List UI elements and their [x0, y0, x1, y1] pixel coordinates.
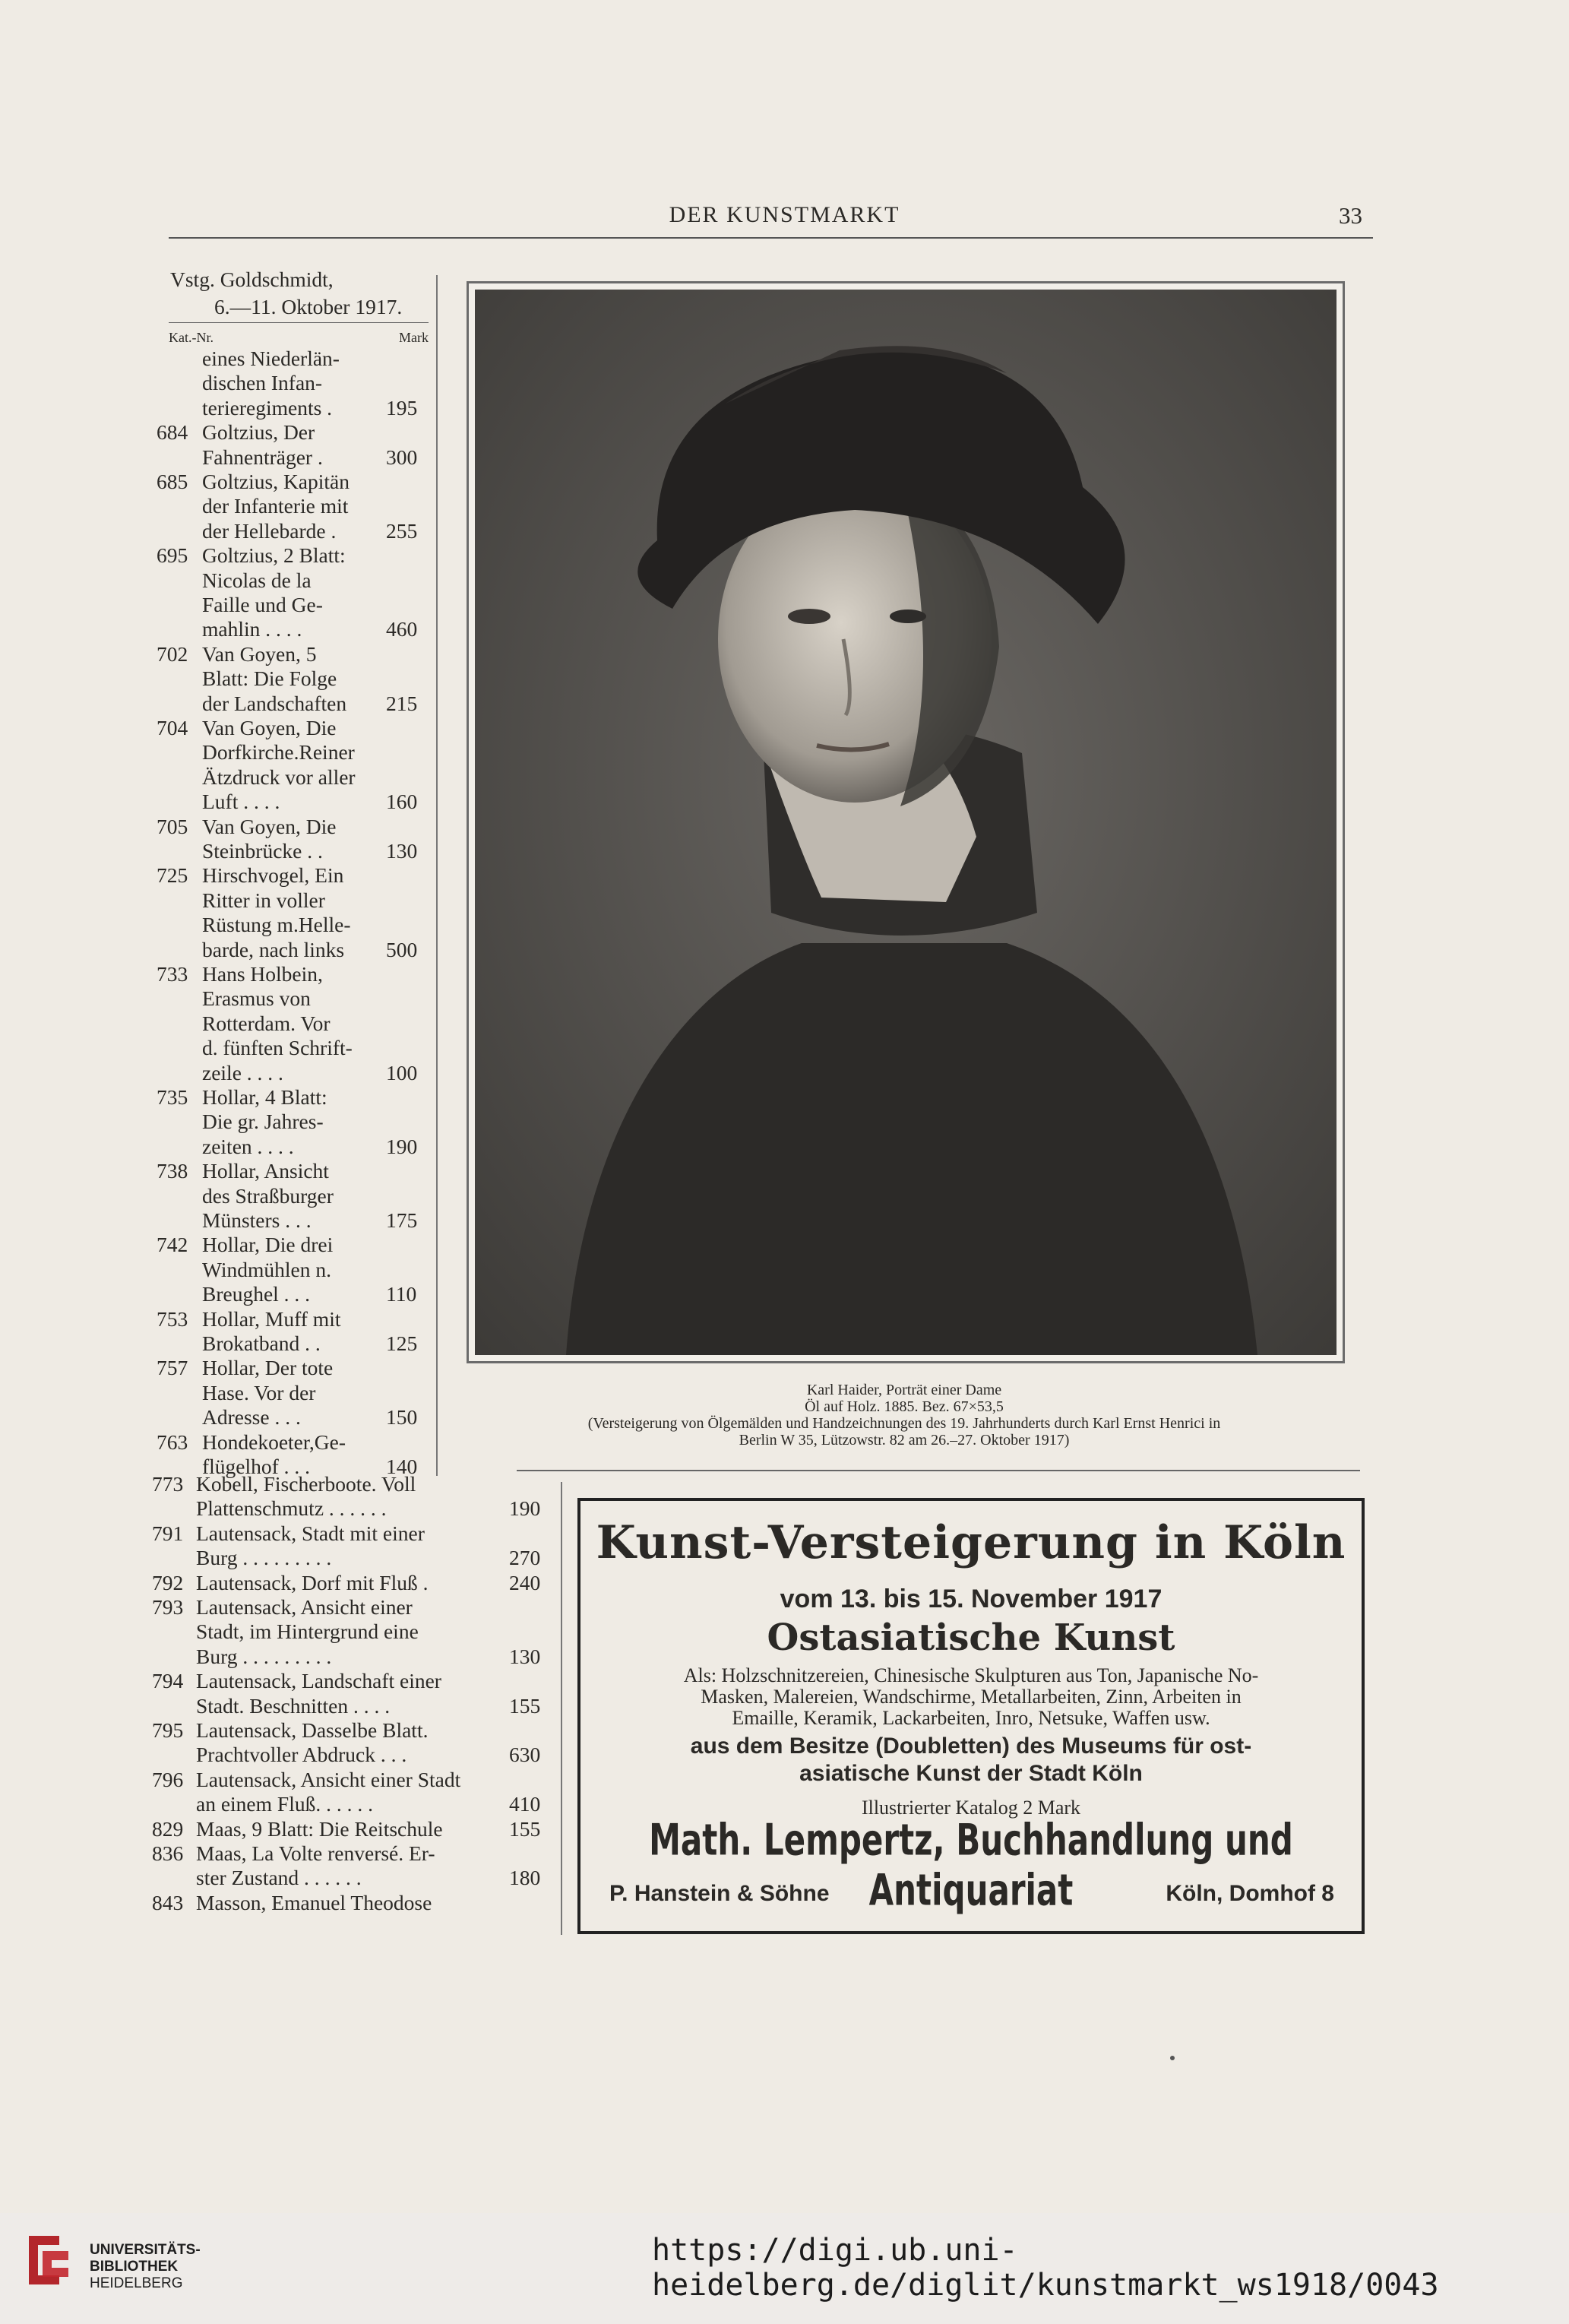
header-rule — [169, 237, 1373, 239]
entry-price: 100 — [386, 1060, 418, 1084]
entry-text: Maas, La Volte renversé. Er- — [196, 1841, 435, 1865]
ad-provenance-2: asiatische Kunst der Stadt Köln — [799, 1761, 1143, 1786]
entry-price: 130 — [386, 839, 418, 863]
entry-price: 125 — [386, 1331, 418, 1355]
entry-text: terieregiments . — [202, 395, 333, 420]
entry-text: Van Goyen, Die — [202, 814, 337, 838]
entry-price: 110 — [386, 1282, 417, 1306]
caption-title: Karl Haider, Porträt einer Dame — [806, 1382, 1002, 1398]
entry-number: 829 — [152, 1816, 184, 1841]
entry-number: 793 — [152, 1595, 184, 1619]
entry-text: Goltzius, 2 Blatt: — [202, 543, 346, 568]
entry-text: Lautensack, Ansicht einer — [196, 1595, 413, 1619]
portrait-photo — [475, 290, 1336, 1355]
entry-text: eines Niederlän- — [202, 347, 340, 370]
entry-price: 240 — [509, 1570, 541, 1594]
entry-text: flügelhof . . . — [202, 1455, 311, 1478]
entry-text: an einem Fluß. . . . . . — [196, 1792, 373, 1816]
entry-text: Hirschvogel, Ein — [202, 863, 344, 888]
entry-price: 175 — [386, 1208, 418, 1232]
entry-text: Rotterdam. Vor — [202, 1011, 331, 1035]
entry-text: zeile . . . . — [202, 1060, 283, 1084]
entry-text: Lautensack, Landschaft einer — [196, 1669, 441, 1693]
entry-text: Goltzius, Der — [202, 420, 315, 445]
entry-number: 794 — [152, 1669, 184, 1693]
entry-text: Masson, Emanuel Theodose — [196, 1890, 432, 1914]
entry-number: 725 — [157, 863, 188, 888]
entry-price: 270 — [509, 1546, 541, 1570]
entry-price: 300 — [386, 445, 418, 469]
entry-number: 836 — [152, 1841, 184, 1865]
ad-catalog: Illustrierter Katalog 2 Mark — [861, 1797, 1081, 1819]
entry-text: Burg . . . . . . . . . — [196, 1546, 332, 1570]
entry-text: barde, nach links — [202, 937, 345, 961]
entry-price: 150 — [386, 1405, 418, 1430]
entry-text: der Infanterie mit — [202, 494, 349, 518]
entry-text: zeiten . . . . — [202, 1134, 294, 1158]
entry-text: des Straßburger — [202, 1183, 334, 1208]
entry-text: Hollar, 4 Blatt: — [202, 1085, 327, 1109]
entry-text: Erasmus von — [202, 986, 311, 1011]
entry-price: 190 — [509, 1496, 541, 1521]
entry-number: 702 — [157, 641, 188, 666]
entry-number: 795 — [152, 1718, 184, 1742]
entry-text: Plattenschmutz . . . . . . — [196, 1496, 387, 1521]
entry-text: Hollar, Muff mit — [202, 1306, 341, 1331]
entry-text: Lautensack, Dasselbe Blatt. — [196, 1718, 429, 1742]
entry-text: Rüstung m.Helle- — [202, 913, 351, 937]
entry-number: 791 — [152, 1521, 184, 1545]
entry-number: 705 — [157, 814, 188, 838]
entry-price: 160 — [386, 790, 418, 814]
entry-text: Windmühlen n. — [202, 1257, 331, 1281]
entry-text: Stadt. Beschnitten . . . . — [196, 1693, 391, 1718]
entry-text: Hondekoeter,Ge- — [202, 1430, 346, 1454]
entry-number: 704 — [157, 716, 188, 739]
entry-number: 684 — [157, 420, 188, 445]
entry-text: Hans Holbein, — [202, 962, 323, 986]
library-logo-icon — [21, 2228, 73, 2292]
paper-speck — [1170, 2056, 1175, 2060]
entry-text: Maas, 9 Blatt: Die Reitschule — [196, 1816, 443, 1841]
caption-rule — [517, 1470, 1360, 1471]
entry-number: 685 — [157, 470, 188, 493]
ad-provenance-1: aus dem Besitze (Doubletten) des Museums für ost- — [690, 1734, 1252, 1759]
ad-description-2: Masken, Malereien, Wandschirme, Metallarbeiten, Zinn, Arbeiten in — [701, 1686, 1242, 1708]
entry-price: 255 — [386, 518, 418, 543]
entry-price: 410 — [509, 1792, 541, 1816]
library-name-line1: UNIVERSITÄTS- — [90, 2242, 201, 2258]
entry-text: Lautensack, Ansicht einer Stadt — [196, 1767, 461, 1791]
column-rule-lower — [561, 1482, 562, 1935]
entry-price: 180 — [509, 1866, 541, 1890]
entry-text: Ritter in voller — [202, 888, 325, 912]
entry-text: Nicolas de la — [202, 568, 312, 592]
ad-description-3: Emaille, Keramik, Lackarbeiten, Inro, Netsuke, Waffen usw. — [732, 1707, 1210, 1729]
entry-text: Kobell, Fischerboote. Voll — [196, 1472, 416, 1496]
entry-text: Van Goyen, Die — [202, 716, 337, 739]
entry-price: 140 — [386, 1455, 418, 1478]
col-head-mark: Mark — [399, 330, 429, 345]
entry-price: 630 — [509, 1743, 541, 1767]
entry-text: Hollar, Ansicht — [202, 1159, 329, 1183]
entry-text: Blatt: Die Folge — [202, 666, 337, 691]
entry-price: 195 — [386, 395, 418, 420]
entry-text: Breughel . . . — [202, 1282, 311, 1306]
entry-number: 735 — [157, 1085, 188, 1109]
ad-owners: P. Hanstein & Söhne — [609, 1881, 830, 1906]
entry-text: Lautensack, Dorf mit Fluß . — [196, 1570, 429, 1594]
entry-number: 757 — [157, 1356, 188, 1380]
caption-auction: (Versteigerung von Ölgemälden und Handzeichnungen des 19. Jahrhunderts durch Karl Ernst Henrici in — [587, 1415, 1221, 1432]
ad-firm: Math. Lempertz, Buchhandlung und Antiquariat — [649, 1814, 1293, 1916]
entry-text: ster Zustand . . . . . . — [196, 1866, 362, 1890]
entry-text: Dorfkirche.Reiner — [202, 740, 355, 765]
portrait-photo-frame — [467, 281, 1345, 1363]
entry-text: Brokatband . . — [202, 1331, 321, 1355]
entry-text: Faille und Ge- — [202, 593, 323, 616]
running-header: DER KUNSTMARKT — [669, 202, 900, 227]
entry-text: Stadt, im Hintergrund eine — [196, 1620, 419, 1644]
ad-subject: Ostasiatische Kunst — [767, 1616, 1175, 1659]
entry-number: 753 — [157, 1306, 188, 1331]
entry-text: Lautensack, Stadt mit einer — [196, 1521, 425, 1545]
entry-price: 155 — [509, 1816, 541, 1841]
entry-text: Fahnenträger . — [202, 445, 323, 469]
caption-address: Berlin W 35, Lützowstr. 82 am 26.–27. Oktober 1917) — [739, 1432, 1070, 1449]
library-name-line3: HEIDELBERG — [90, 2275, 183, 2291]
entry-number: 796 — [152, 1767, 184, 1791]
entry-number: 792 — [152, 1570, 184, 1594]
entry-price: 460 — [386, 617, 418, 641]
column-rule-upper — [436, 275, 438, 1476]
entry-text: mahlin . . . . — [202, 617, 302, 641]
entry-text: Goltzius, Kapitän — [202, 470, 350, 493]
entry-text: Hollar, Der tote — [202, 1356, 334, 1380]
entry-number: 738 — [157, 1159, 188, 1183]
entry-text: Ätzdruck vor aller — [202, 765, 356, 789]
library-name-line2: BIBLIOTHEK — [90, 2259, 179, 2275]
entry-number: 773 — [152, 1472, 184, 1496]
auction-dates: 6.—11. Oktober 1917. — [214, 295, 403, 318]
entry-number: 742 — [157, 1233, 188, 1257]
entry-number: 695 — [157, 543, 188, 568]
ad-description-1: Als: Holzschnitzereien, Chinesische Skulpturen aus Ton, Japanische No- — [683, 1664, 1259, 1686]
portrait-image — [475, 290, 1336, 1355]
entry-text: d. fünften Schrift- — [202, 1036, 353, 1060]
auction-title: Vstg. Goldschmidt, — [170, 268, 334, 291]
entry-text: der Landschaften — [202, 691, 347, 715]
entry-text: Hollar, Die drei — [202, 1233, 334, 1257]
entry-text: Van Goyen, 5 — [202, 641, 317, 666]
advertisement-box — [577, 1498, 1365, 1934]
column-head-rule — [169, 322, 429, 323]
page-number: 33 — [1339, 202, 1362, 229]
entry-price: 190 — [386, 1134, 418, 1158]
entry-price: 500 — [386, 937, 418, 961]
entry-text: Luft . . . . — [202, 790, 280, 814]
entry-price: 130 — [509, 1644, 541, 1668]
ad-headline: Kunst-Versteigerung in Köln — [596, 1516, 1346, 1569]
entry-number: 733 — [157, 962, 188, 986]
entry-text: Steinbrücke . . — [202, 839, 323, 863]
col-head-katnr: Kat.-Nr. — [169, 330, 214, 345]
entry-text: Hase. Vor der — [202, 1380, 316, 1404]
entry-number: 763 — [157, 1430, 188, 1454]
entry-price: 155 — [509, 1693, 541, 1718]
entry-text: Münsters . . . — [202, 1208, 312, 1232]
entry-text: Die gr. Jahres- — [202, 1110, 324, 1134]
entry-number: 843 — [152, 1890, 184, 1914]
entry-text: Burg . . . . . . . . . — [196, 1644, 332, 1668]
ad-address: Köln, Domhof 8 — [1166, 1881, 1334, 1906]
caption-medium: Öl auf Holz. 1885. Bez. 67×53,5 — [805, 1398, 1004, 1415]
document-url-link[interactable]: https://digi.ub.uni-heidelberg.de/diglit/kunstmarkt_ws1918/0043 — [652, 2233, 1439, 2303]
entry-price: 215 — [386, 691, 418, 715]
entry-text: Prachtvoller Abdruck . . . — [196, 1743, 407, 1767]
ad-dates: vom 13. bis 15. November 1917 — [780, 1585, 1163, 1613]
entry-text: der Hellebarde . — [202, 518, 337, 543]
entry-text: Adresse . . . — [202, 1405, 301, 1430]
entry-text: dischen Infan- — [202, 371, 323, 395]
